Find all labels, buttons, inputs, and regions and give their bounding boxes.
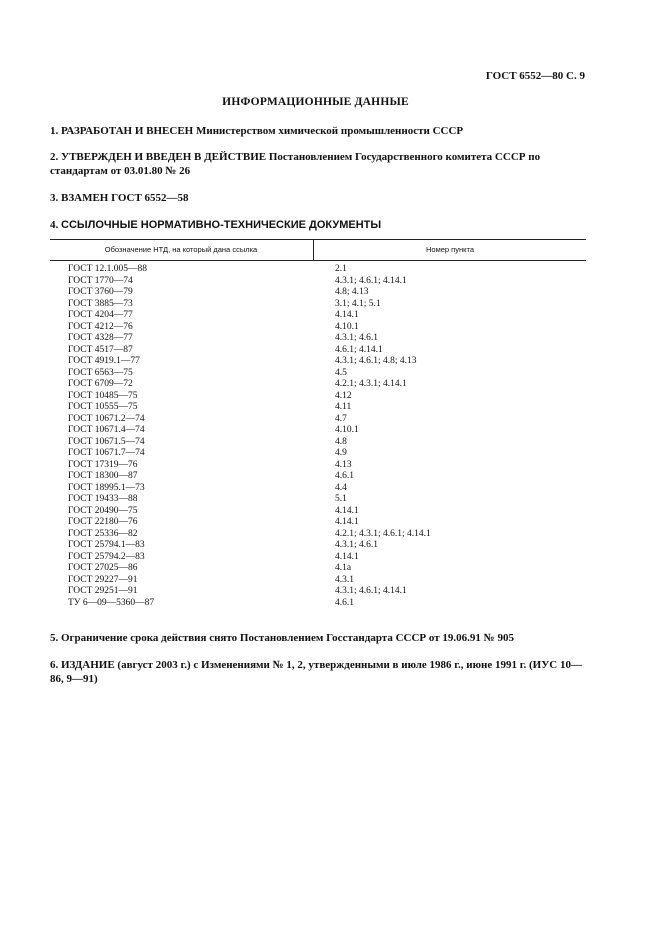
- document-designation: ГОСТ 10555—75: [68, 402, 138, 412]
- table-row: [50, 529, 586, 541]
- clause-numbers: 4.14.1: [335, 551, 359, 562]
- clause-numbers: 4.2.1; 4.3.1; 4.6.1; 4.14.1: [335, 528, 431, 539]
- table-row: [50, 586, 586, 598]
- table-row: [50, 264, 586, 276]
- clause-numbers: 4.13: [335, 459, 352, 470]
- section-6: [50, 658, 590, 686]
- table-row: [50, 368, 586, 380]
- document-designation: ГОСТ 10671.4—74: [68, 425, 145, 435]
- table-row: [50, 460, 586, 472]
- document-designation: ГОСТ 6563—75: [68, 367, 133, 378]
- table-row: [50, 322, 586, 334]
- clause-numbers: 4.10.1: [335, 425, 359, 435]
- document-designation: ГОСТ 25794.2—83: [68, 551, 145, 562]
- table-row: [50, 345, 586, 357]
- document-designation: ГОСТ 4517—87: [68, 344, 133, 355]
- clause-numbers: 4.12: [335, 390, 352, 401]
- document-designation: ГОСТ 19433—88: [68, 494, 138, 504]
- column-header-clause: Номер пункта: [425, 245, 474, 254]
- column-header-document: Обозначение НТД, на который дана ссылка: [104, 245, 258, 254]
- document-designation: ГОСТ 27025—86: [68, 563, 138, 573]
- page-header: ГОСТ 6552—80 С. 9: [485, 70, 585, 82]
- section-2: [50, 150, 590, 178]
- clause-numbers: 4.3.1: [335, 574, 354, 585]
- document-designation: ГОСТ 6709—72: [68, 379, 133, 389]
- clause-numbers: 4.11: [335, 402, 352, 412]
- document-designation: ТУ 6—09—5360—87: [68, 597, 155, 608]
- section-3-lead: ВЗАМЕН ГОСТ 6552—58: [61, 192, 189, 204]
- table-row: [50, 379, 586, 391]
- clause-numbers: 4.10.1: [335, 321, 359, 332]
- document-designation: ГОСТ 22180—76: [68, 517, 138, 527]
- clause-numbers: 4.4: [335, 482, 347, 493]
- document-designation: ГОСТ 18995.1—73: [68, 482, 145, 493]
- document-designation: ГОСТ 29227—91: [68, 574, 138, 585]
- clause-numbers: 4.3.1; 4.6.1: [335, 333, 379, 343]
- section-4-number: 4.: [50, 219, 59, 231]
- clause-numbers: 4.14.1: [335, 505, 359, 516]
- table-row: [50, 276, 586, 288]
- section-1-lead: РАЗРАБОТАН И ВНЕСЕН: [61, 125, 194, 137]
- clause-numbers: 4.14.1: [335, 310, 359, 320]
- clause-numbers: 4.6.1: [335, 471, 354, 481]
- clause-numbers: 4.6.1; 4.14.1: [335, 344, 383, 355]
- clause-numbers: 4.1а: [335, 563, 352, 573]
- table-row: [50, 506, 586, 518]
- document-designation: ГОСТ 12.1.005—88: [68, 264, 147, 274]
- document-designation: ГОСТ 4204—77: [68, 310, 133, 320]
- section-3: [50, 191, 590, 205]
- clause-numbers: 4.8: [335, 436, 347, 447]
- clause-numbers: 2.1: [335, 264, 347, 274]
- document-designation: ГОСТ 20490—75: [68, 505, 138, 516]
- clause-numbers: 4.3.1; 4.6.1: [335, 540, 379, 550]
- table-row: [50, 414, 586, 426]
- clause-numbers: 4.2.1; 4.3.1; 4.14.1: [335, 379, 407, 389]
- document-designation: ГОСТ 10671.7—74: [68, 448, 145, 458]
- section-5: [50, 631, 590, 645]
- table-row: [50, 356, 586, 368]
- clause-numbers: 4.14.1: [335, 517, 359, 527]
- document-designation: ГОСТ 1770—74: [68, 275, 133, 286]
- section-3-number: 3.: [50, 192, 59, 204]
- table-row: [50, 391, 586, 403]
- clause-numbers: 4.7: [335, 413, 347, 424]
- section-5-number: 5.: [50, 632, 59, 644]
- clause-numbers: 4.6.1: [335, 597, 354, 608]
- document-designation: ГОСТ 4328—77: [68, 333, 133, 343]
- document-designation: ГОСТ 3760—79: [68, 287, 133, 297]
- section-2-text: Постановлением Государственного комитета СССР по стандартам от 03.01.80 № 26: [50, 151, 541, 177]
- section-4-lead: ССЫЛОЧНЫЕ НОРМАТИВНО-ТЕХНИЧЕСКИЕ ДОКУМЕНТЫ: [61, 219, 382, 231]
- table-row: [50, 563, 586, 575]
- table-row: [50, 552, 586, 564]
- clause-numbers: 3.1; 4.1; 5.1: [335, 298, 381, 309]
- clause-numbers: 4.8; 4.13: [335, 287, 369, 297]
- table-row: [50, 448, 586, 460]
- section-5-text: Ограничение срока действия снято Постановлением Госстандарта СССР от 19.06.91 № 905: [61, 632, 514, 644]
- table-row: [50, 287, 586, 299]
- table-row: [50, 494, 586, 506]
- clause-numbers: 4.9: [335, 448, 347, 458]
- section-1-text: Министерством химической промышленности СССР: [193, 125, 464, 137]
- document-designation: ГОСТ 25794.1—83: [68, 540, 145, 550]
- document-designation: ГОСТ 29251—91: [68, 586, 138, 596]
- table-row: [50, 598, 586, 610]
- section-2-lead: УТВЕРЖДЕН И ВВЕДЕН В ДЕЙСТВИЕ: [61, 151, 267, 163]
- section-4: [50, 218, 590, 232]
- document-designation: ГОСТ 10671.5—74: [68, 436, 145, 447]
- clause-numbers: 4.3.1; 4.6.1; 4.14.1: [335, 586, 407, 596]
- table-row: [50, 425, 586, 437]
- table-header: [50, 239, 586, 261]
- document-designation: ГОСТ 4919.1—77: [68, 356, 140, 366]
- section-6-text: (август 2003 г.) с Изменениями № 1, 2, утвержденными в июле 1986 г., июне 1991 г. (ИУС 10—86, 9—91): [50, 659, 582, 685]
- document-designation: ГОСТ 10485—75: [68, 390, 138, 401]
- table-row: [50, 540, 586, 552]
- section-2-number: 2.: [50, 151, 59, 163]
- section-1-number: 1.: [50, 125, 59, 137]
- document-designation: ГОСТ 25336—82: [68, 528, 138, 539]
- reference-documents-table: [50, 239, 586, 609]
- table-row: [50, 437, 586, 449]
- clause-numbers: 4.3.1; 4.6.1; 4.14.1: [335, 275, 407, 286]
- document-title: ИНФОРМАЦИОННЫЕ ДАННЫЕ: [222, 96, 409, 108]
- section-6-lead: ИЗДАНИЕ: [61, 659, 115, 671]
- table-body: [50, 261, 586, 609]
- section-6-number: 6.: [50, 659, 59, 671]
- document-designation: ГОСТ 4212—76: [68, 321, 133, 332]
- table-row: [50, 333, 586, 345]
- table-row: [50, 483, 586, 495]
- document-designation: ГОСТ 3885—73: [68, 298, 133, 309]
- clause-numbers: 4.3.1; 4.6.1; 4.8; 4.13: [335, 356, 417, 366]
- table-row: [50, 299, 586, 311]
- clause-numbers: 5.1: [335, 494, 347, 504]
- clause-numbers: 4.5: [335, 367, 347, 378]
- table-row: [50, 575, 586, 587]
- table-row: [50, 471, 586, 483]
- section-1: [50, 124, 590, 138]
- table-row: [50, 402, 586, 414]
- document-designation: ГОСТ 18300—87: [68, 471, 138, 481]
- table-row: [50, 517, 586, 529]
- document-designation: ГОСТ 17319—76: [68, 459, 138, 470]
- document-designation: ГОСТ 10671.2—74: [68, 413, 145, 424]
- table-row: [50, 310, 586, 322]
